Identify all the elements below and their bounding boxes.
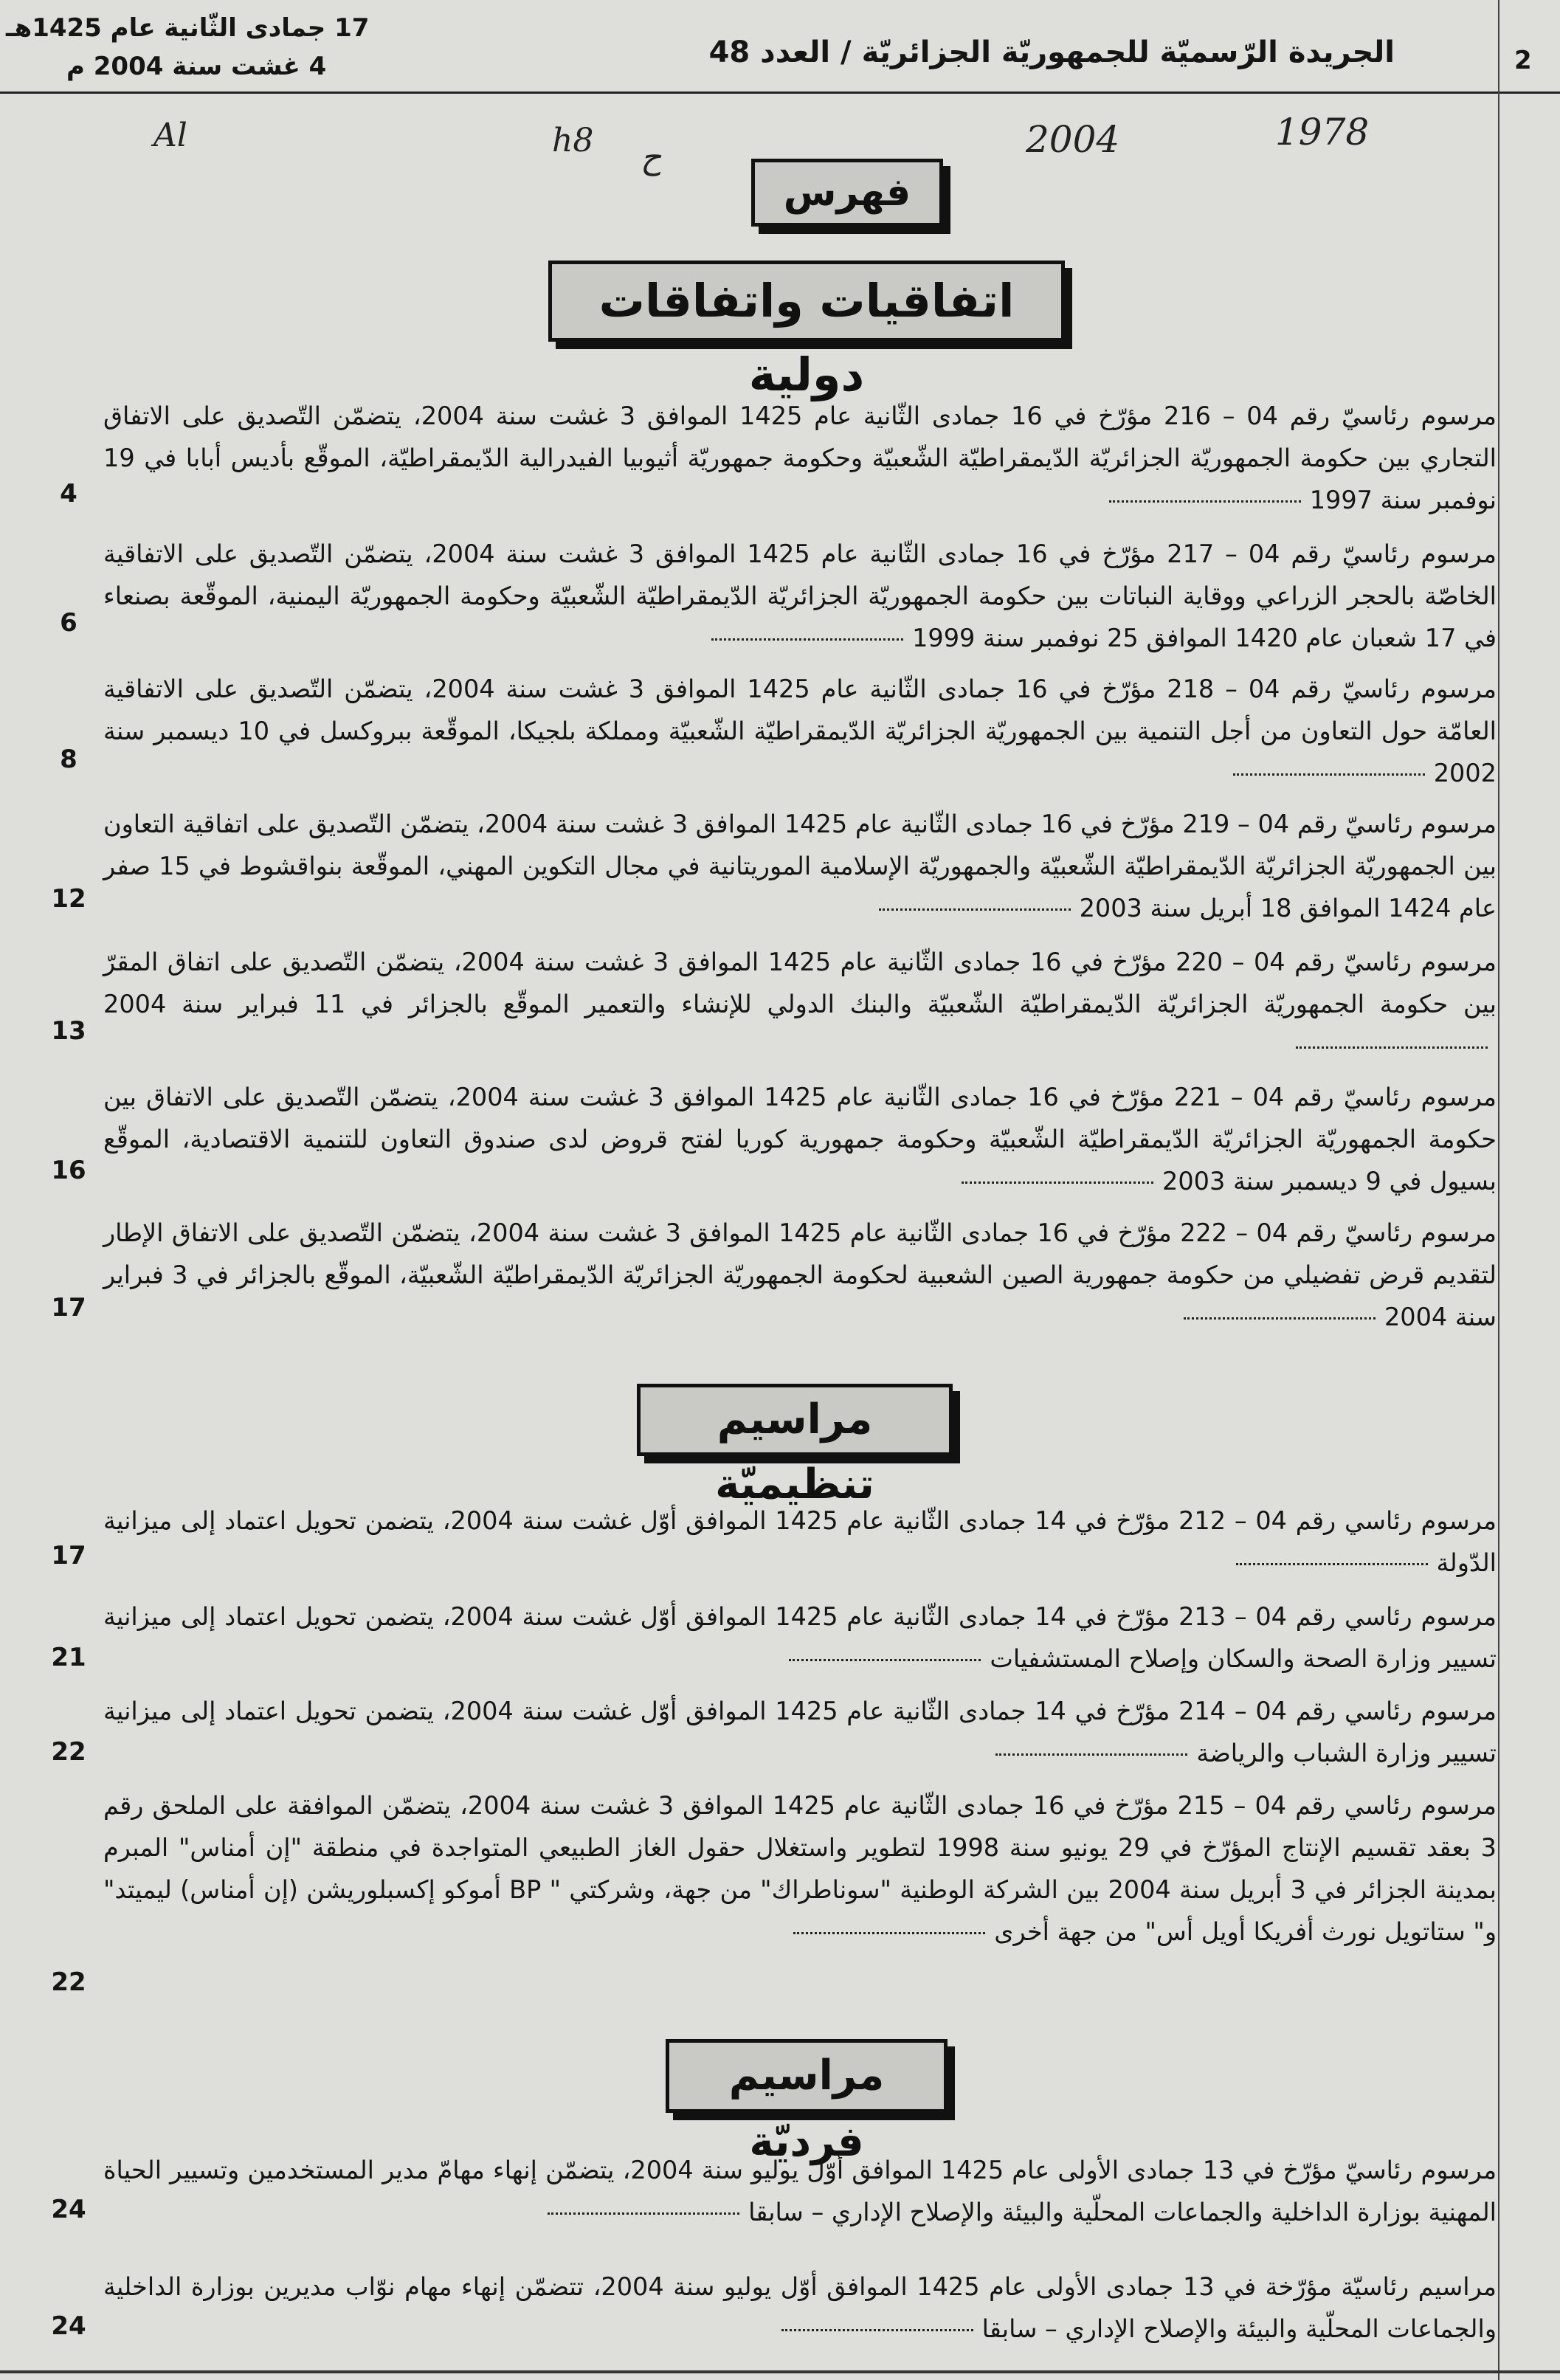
entry-page-number: 16 [51,1156,86,1185]
list-item [51,1076,1497,1202]
list-item [51,1690,1497,1774]
entry-text: مرسوم رئاسيّ رقم 04 – 222 مؤرّخ في 16 جمادى الثّانية عام 1425 الموافق 3 غشت سنة 2004، يتضمّن التّصديق على الاتفاق الإطار لتقديم قرض تفضيلي من حكومة جمهورية الصين الشعبية لحكومة الجمهوريّة الجزائريّة الدّيمقراطيّة الشّعبيّة، الموقّع بالجزائر في 3 فبراير سنة 2004 [103,1218,1497,1331]
entry-page-number: 22 [51,1967,86,1997]
dot-leader [711,638,903,641]
list-item [60,395,1497,521]
entry-text: مراسيم رئاسيّة مؤرّخة في 13 جمادى الأولى عام 1425 الموافق أوّل يوليو سنة 2004، تتضمّن إنهاء مهام نوّاب مديرين بوزارة الداخلية والجماعات المحلّية والبيئة والإصلاح الإداري – سابقا [103,2272,1497,2343]
dot-leader [962,1182,1153,1184]
dot-leader [548,2212,739,2215]
list-item [60,533,1497,659]
entry-text: مرسوم رئاسيّ رقم 04 – 219 مؤرّخ في 16 جمادى الثّانية عام 1425 الموافق 3 غشت سنة 2004، يتضمّن التّصديق على اتفاقية التعاون بين الجمهوريّة الجزائريّة الدّيمقراطيّة الشّعبيّة والجمهوريّة الإسلامية الموريتانية في مجال التكوين المهني، الموقّعة بنواقشوط في 15 صفر عام 1424 الموافق 18 أبريل سنة 2003 [103,810,1497,922]
margin-line [1498,0,1499,2380]
entry-text: مرسوم رئاسي رقم 04 – 212 مؤرّخ في 14 جمادى الثّانية عام 1425 الموافق أوّل غشت سنة 2004، يتضمن تحويل اعتماد إلى ميزانية الدّولة [103,1506,1497,1577]
dot-leader [995,1753,1187,1756]
section-international: اتفاقيات واتفاقات دولية [548,261,1065,342]
dot-leader [1184,1317,1376,1320]
section-regulatory: مراسيم تنظيميّة [637,1384,953,1456]
entry-page-number: 17 [51,1541,86,1570]
entry-text: مرسوم رئاسي رقم 04 – 213 مؤرّخ في 14 جمادى الثّانية عام 1425 الموافق أوّل غشت سنة 2004، يتضمن تحويل اعتماد إلى ميزانية تسيير وزارة الصحة والسكان وإصلاح المستشفيات [103,1602,1497,1673]
dot-leader [1109,500,1301,503]
entry-page-number: 12 [51,884,86,914]
handwritten-year: 2004 [1026,118,1120,161]
entry-page-number: 13 [51,1016,86,1046]
entry-page-number: 24 [51,2311,86,2341]
dot-leader [1236,1563,1428,1565]
page-number: 2 [1514,46,1532,75]
list-item [60,668,1497,794]
dot-leader [793,1932,985,1934]
list-item [51,1500,1497,1584]
entry-text: مرسوم رئاسيّ رقم 04 – 220 مؤرّخ في 16 جمادى الثّانية عام 1425 الموافق 3 غشت سنة 2004، يتضمّن التّصديق على اتفاق المقرّ بين حكومة الجمهوريّة الجزائريّة الدّيمقراطيّة الشّعبيّة والبنك الدولي للإنشاء والتعمير الموقّع بالجزائر في 11 فبراير سنة 2004 [103,941,1497,1067]
entry-page-number: 6 [60,608,77,638]
list-item [51,1212,1497,1338]
gregorian-date: 4 غشت سنة 2004 م [66,52,327,81]
dot-leader [1233,773,1425,776]
entry-text: مرسوم رئاسي رقم 04 – 214 مؤرّخ في 14 جمادى الثّانية عام 1425 الموافق أوّل غشت سنة 2004، يتضمن تحويل اعتماد إلى ميزانية تسيير وزارة الشباب والرياضة [103,1697,1497,1767]
journal-title: الجريدة الرّسميّة للجمهوريّة الجزائريّة / العدد 48 [708,35,1395,69]
entry-page-number: 24 [51,2195,86,2224]
index-title: فهرس [751,159,943,227]
handwritten-mark-mid: h8 [552,122,594,159]
entry-page-number: 4 [60,479,77,508]
list-item [51,1596,1497,1680]
entry-page-number: 17 [51,1293,86,1322]
dot-leader [879,908,1071,911]
hijri-date: 17 جمادى الثّانية عام 1425هـ [6,13,370,43]
list-item [51,941,1497,1067]
entry-page-number: 21 [51,1643,86,1672]
entry-page-number: 22 [51,1737,86,1767]
list-item [51,1784,1497,1997]
list-item [51,2149,1497,2233]
dot-leader [789,1659,981,1661]
section-individual: مراسيم فرديّة [666,2039,948,2113]
entry-text: مرسوم رئاسيّ مؤرّخ في 13 جمادى الأولى عام 1425 الموافق أوّل يوليو سنة 2004، يتضمّن إنهاء مهامّ مدير المستخدمين وتسيير الحياة المهنية بوزارة الداخلية والجماعات المحلّية والبيئة والإصلاح الإداري – سابقا [103,2156,1497,2226]
entry-text: مرسوم رئاسيّ رقم 04 – 221 مؤرّخ في 16 جمادى الثّانية عام 1425 الموافق 3 غشت سنة 2004، يتضمّن التّصديق على الاتفاق بين حكومة الجمهوريّة الجزائريّة الدّيمقراطيّة الشّعبيّة وحكومة جمهورية كوريا لفتح قروض لدى صندوق التعاون للتنمية الاقتصادية، الموقّع بسيول في 9 ديسمبر سنة 2003 [103,1083,1497,1196]
handwritten-mark-z: ح [641,139,662,176]
entry-page-number: 8 [60,745,77,774]
list-item [51,2266,1497,2350]
dot-leader [1296,1046,1488,1049]
list-item [51,803,1497,929]
entry-text: مرسوم رئاسيّ رقم 04 – 218 مؤرّخ في 16 جمادى الثّانية عام 1425 الموافق 3 غشت سنة 2004، يتضمّن التّصديق على الاتفاقية العامّة حول التعاون من أجل التنمية بين الجمهوريّة الجزائريّة الدّيمقراطيّة الشّعبيّة ومملكة بلجيكا، الموقّعة ببروكسل في 10 ديسمبر سنة 2002 [103,675,1497,787]
dot-leader [781,2329,973,2331]
entry-text: مرسوم رئاسيّ رقم 04 – 217 مؤرّخ في 16 جمادى الثّانية عام 1425 الموافق 3 غشت سنة 2004، يتضمّن التّصديق على الاتفاقية الخاصّة بالحجر الزراعي ووقاية النباتات بين حكومة الجمهوريّة الجزائريّة الدّيمقراطيّة الشّعبيّة وحكومة الجمهوريّة اليمنية، الموقّعة بصنعاء في 17 شعبان عام 1420 الموافق 25 نوفمبر سنة 1999 [103,539,1497,652]
handwritten-number: 1978 [1275,111,1370,154]
handwritten-mark-left: Al [153,117,187,154]
entry-text: مرسوم رئاسيّ رقم 04 – 216 مؤرّخ في 16 جمادى الثّانية عام 1425 الموافق 3 غشت سنة 2004، يتضمّن التّصديق على الاتفاق التجاري بين حكومة الجمهوريّة الجزائريّة الدّيمقراطيّة الشّعبيّة وحكومة جمهوريّة أثيوبيا الفيدرالية الدّيمقراطيّة، الموقّع بأديس أبابا في 19 نوفمبر سنة 1997 [103,401,1497,514]
entry-text: مرسوم رئاسي رقم 04 – 215 مؤرّخ في 16 جمادى الثّانية عام 1425 الموافق 3 غشت سنة 2004، يتضمّن الموافقة على الملحق رقم 3 بعقد تقسيم الإنتاج المؤرّخ في 29 يونيو سنة 1998 لتطوير واستغلال حقول الغاز الطبيعي المتواجدة في منطقة "إن أمناس" المبرم بمدينة الجزائر في 3 أبريل سنة 2004 بين الشركة الوطنية "سوناطراك" من جهة، وشركتي " BP أموكو إكسبلوريشن (إن أمناس) ليميتد" و" ستاتويل نورث أفريكا أويل أس" من جهة أخرى [103,1791,1497,1946]
footer-rule [0,2370,1560,2373]
